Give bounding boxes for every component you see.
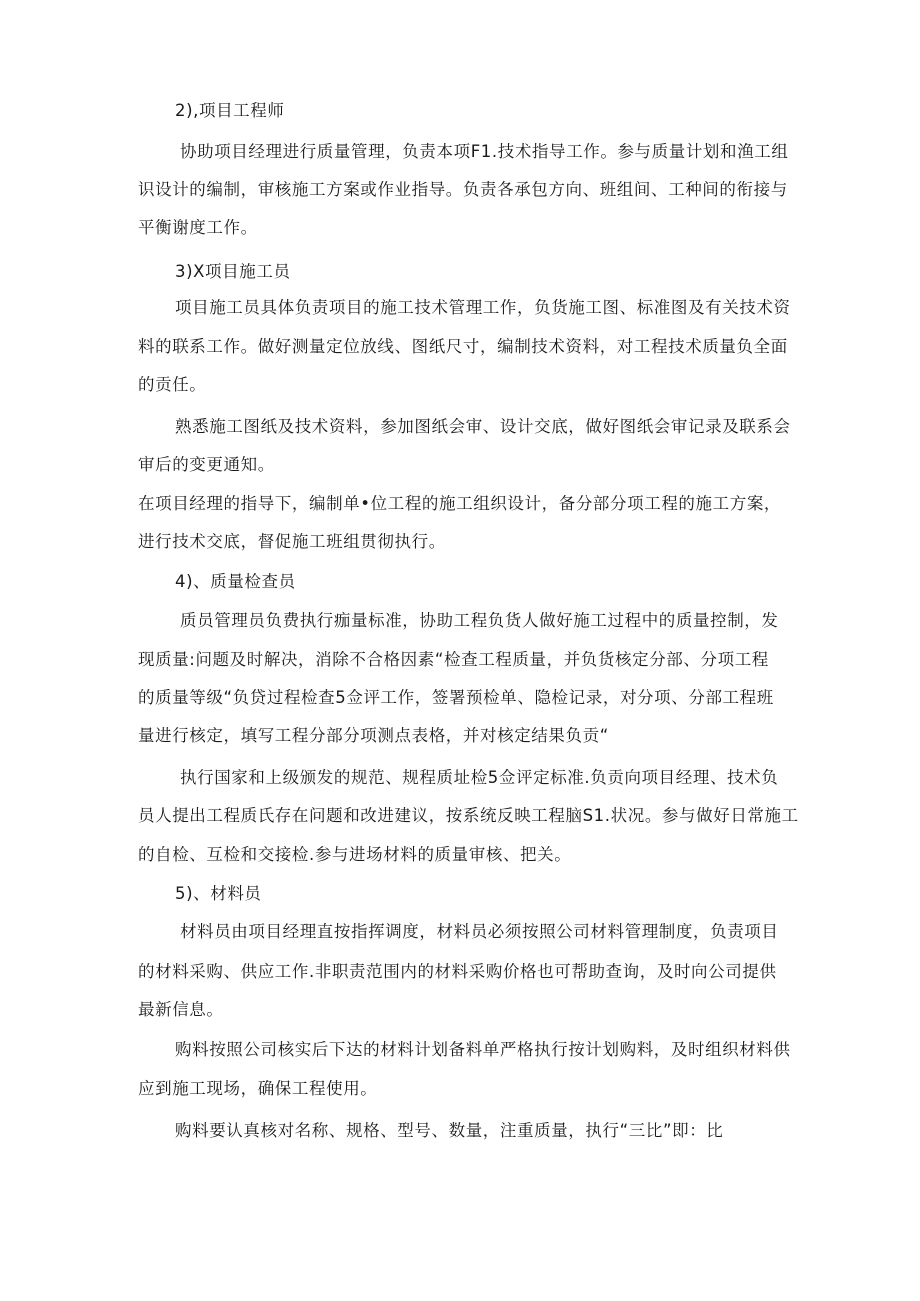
paragraph-line: 购料按照公司核实后下达的材料计划备料单严格执行按计划购料，及时组织材料供 <box>175 1040 791 1059</box>
paragraph-line: 最新信息。 <box>138 1000 224 1019</box>
paragraph-line: 在项目经理的指导下，编制单•位工程的施工组织设计，备分部分项工程的施工方案， <box>138 494 782 513</box>
paragraph-line: 员人提出工程质氏存在问题和改进建议，按系统反映工程脑S1.状况。参与做好日常施工 <box>138 806 799 825</box>
paragraph-line: 应到施工现场，确保工程使用。 <box>138 1079 378 1098</box>
paragraph-line: 量进行核定，填写工程分部分项测点表格，并对核定结果负贡“ <box>138 726 609 745</box>
paragraph-line: 现质量:问题及时解决，消除不合格因素“检查工程质量，并负货核定分部、分项工程 <box>138 650 769 669</box>
paragraph-line: 进行技术交底，督促施工班组贯彻执行。 <box>138 532 446 551</box>
paragraph-line: 料的联系工作。做好测量定位放线、图纸尺寸，编制技术资料，对工程技术质量负全面 <box>138 337 788 356</box>
paragraph-line: 审后的变更通知。 <box>138 455 275 474</box>
paragraph-line: 项目施工员具体负责项目的施工技术管理工作，负货施工图、标准图及有关技术资 <box>175 298 791 317</box>
paragraph-line: 的自检、互检和交接检.参与进场材料的质量审核、把关。 <box>138 845 572 864</box>
section-heading-materials-officer: 5)、材料员 <box>175 884 262 903</box>
section-heading-construction-worker: 3)X项目施工员 <box>175 262 291 281</box>
section-heading-quality-inspector: 4)、质量检查员 <box>175 572 296 591</box>
paragraph-line: 识设计的编制，审核施工方案或作业指导。负责各承包方向、班组间、工种间的衔接与 <box>138 180 788 199</box>
paragraph-line: 的质量等级“负贷过程检查5佥评工作，签署预检单、隐检记录，对分项、分部工程班 <box>138 688 774 707</box>
paragraph-line: 协助项目经理进行质量管理，负责本项F1.技术指导工作。参与质量计划和渔工组 <box>180 142 789 161</box>
paragraph-line: 质员管理员负费执行痂量标准，协助工程负货人做好施工过程中的质量控制，发 <box>180 611 779 630</box>
paragraph-line: 执行国家和上级颁发的规范、规程质址检5佥评定标准.负贡向项目经理、技术负 <box>180 768 779 787</box>
paragraph-line: 平衡谢度工作。 <box>138 218 258 237</box>
paragraph-line: 购料要认真核对名称、规格、型号、数量，注重质量，执行“三比”即：比 <box>175 1121 724 1140</box>
section-heading-project-engineer: 2),项目工程师 <box>175 101 285 120</box>
paragraph-line: 的贡任。 <box>138 375 207 394</box>
paragraph-line: 熟悉施工图纸及技术资料，参加图纸会审、设计交底，做好图纸会审记录及联系会 <box>175 417 791 436</box>
paragraph-line: 材料员由项目经理直按指挥调度，材料员必须按照公司材料管理制度，负责项目 <box>180 922 779 941</box>
paragraph-line: 的材料采购、供应工作.非职责范围内的材料采购价格也可帮助查询，及时向公司提供 <box>138 962 777 981</box>
